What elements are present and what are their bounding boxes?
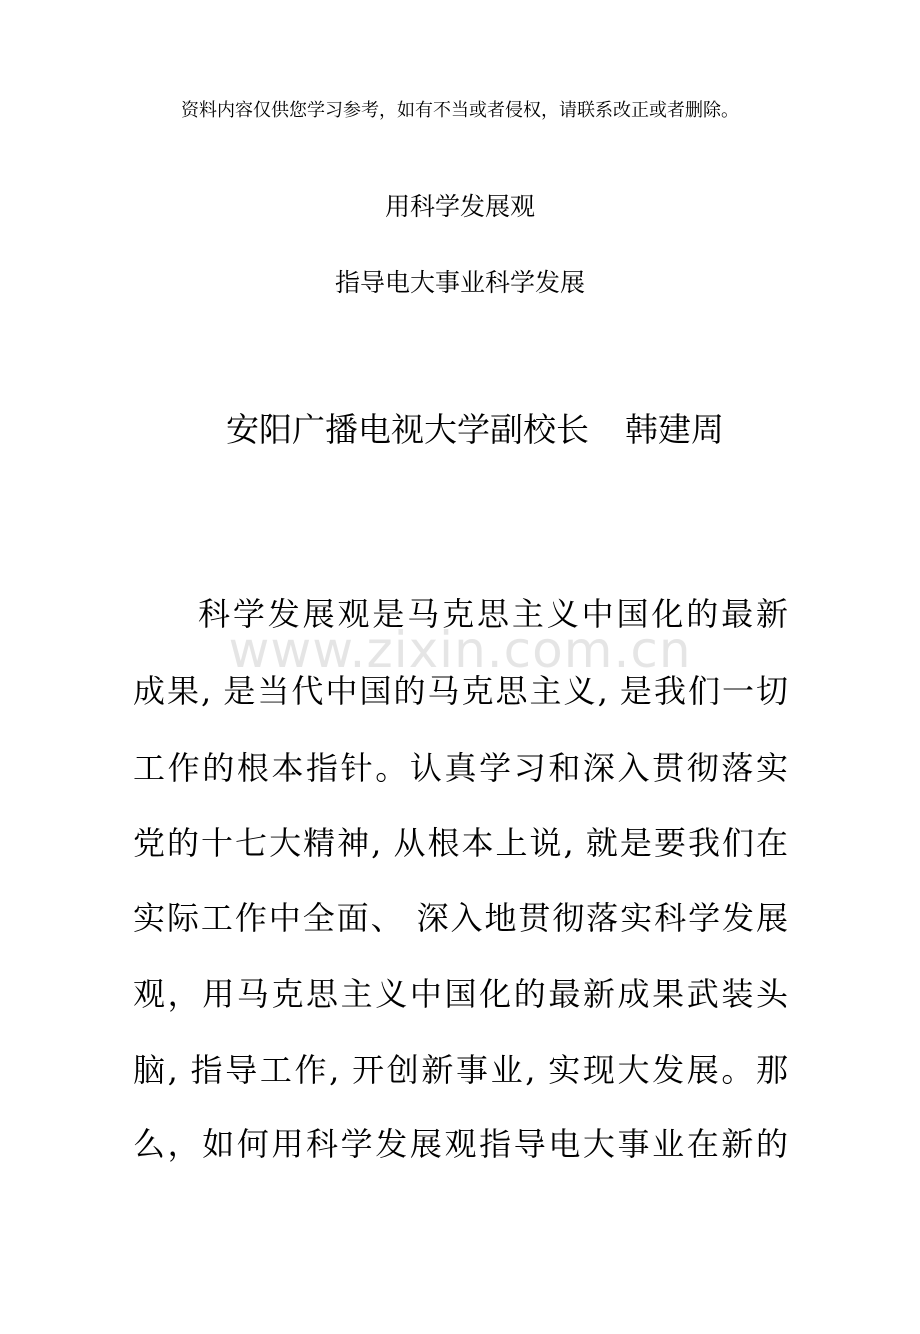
body-paragraph-line: 工作的根本指针。认真学习和深入贯彻落实 xyxy=(133,749,788,787)
body-paragraph-line: 科学发展观是马克思主义中国化的最新 xyxy=(198,595,788,633)
body-paragraph-line: 观，用马克思主义中国化的最新成果武装头 xyxy=(133,975,788,1013)
body-paragraph-line: 党的十七大精神, 从根本上说, 就是要我们在 xyxy=(133,824,788,862)
author-affiliation: 安阳广播电视大学副校长 xyxy=(226,410,589,449)
author-line xyxy=(0,408,920,452)
watermark: www.zixin.com.cn xyxy=(228,621,692,679)
body-paragraph-line: 脑, 指导工作, 开创新事业, 实现大发展。那 xyxy=(133,1051,788,1089)
body-paragraph-line: 么，如何用科学发展观指导电大事业在新的 xyxy=(133,1125,788,1163)
body-paragraph-line: 实际工作中全面、 深入地贯彻落实科学发展 xyxy=(133,899,788,937)
body-paragraph-line: 成果, 是当代中国的马克思主义, 是我们一切 xyxy=(133,672,788,710)
author-name: 韩建周 xyxy=(625,410,724,449)
title-line-2: 指导电大事业科学发展 xyxy=(334,268,585,297)
title-line-1: 用科学发展观 xyxy=(384,192,535,221)
disclaimer-header: 资料内容仅供您学习参考，如有不当或者侵权，请联系改正或者删除。 xyxy=(181,100,739,121)
